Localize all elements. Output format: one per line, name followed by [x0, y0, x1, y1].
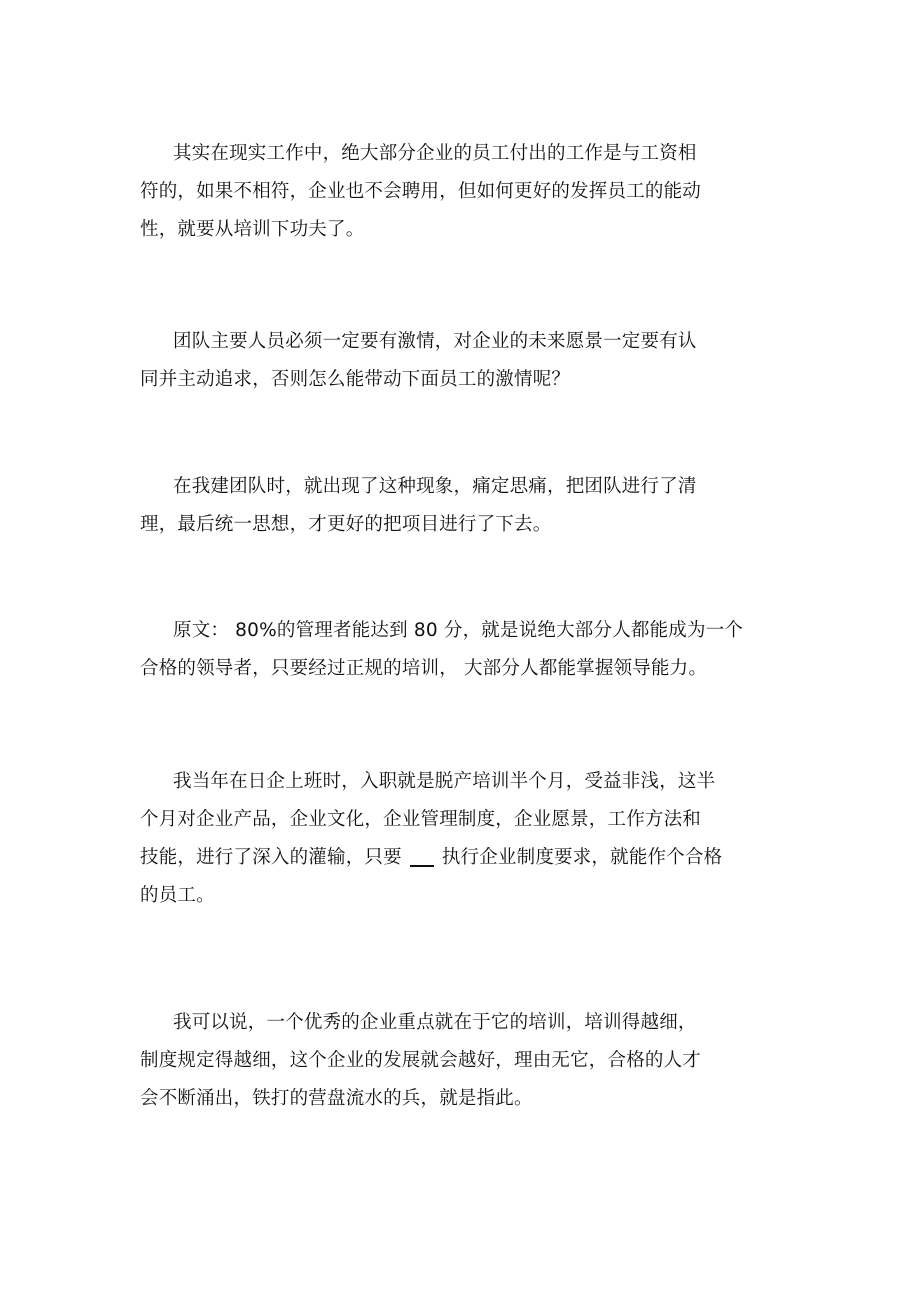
paragraph-line: 其实在现实工作中，绝大部分企业的员工付出的工作是与工资相	[173, 143, 697, 164]
paragraph-3	[140, 468, 780, 544]
paragraph-line: 的员工。	[140, 885, 215, 906]
paragraph-line: 理，最后统一思想，才更好的把项目进行了下去。	[140, 514, 552, 535]
paragraph-line: 性，就要从培训下功夫了。	[140, 219, 365, 240]
paragraph-5	[140, 763, 780, 915]
paragraph-line: 会不断涌出，铁打的营盘流水的兵，就是指此。	[140, 1088, 533, 1109]
paragraph-line: 合格的领导者，只要经过正规的培训， 大部分人都能掌握领导能力。	[140, 658, 708, 679]
line-segment: 执行企业制度要求，就能作个合格	[441, 847, 723, 868]
paragraph-line: 原文： 80%的管理者能达到 80 分，就是说绝大部分人都能成为一个	[173, 620, 744, 641]
paragraph-4	[140, 612, 780, 688]
paragraph-2	[140, 323, 780, 399]
paragraph-line: 在我建团队时，就出现了这种现象，痛定思痛，把团队进行了清	[173, 476, 697, 497]
paragraph-1	[140, 135, 780, 249]
paragraph-line: 制度规定得越细，这个企业的发展就会越好，理由无它，合格的人才	[140, 1050, 702, 1071]
paragraph-line: 我可以说，一个优秀的企业重点就在于它的培训，培训得越细，	[173, 1012, 697, 1033]
paragraph-line: 符的，如果不相符，企业也不会聘用，但如何更好的发挥员工的能动	[140, 181, 702, 202]
paragraph-6	[140, 1004, 780, 1118]
paragraph-line: 我当年在日企上班时，入职就是脱产培训半个月，受益非浅，这半	[173, 771, 716, 792]
paragraph-line: 同并主动追求，否则怎么能带动下面员工的激情呢？	[140, 369, 571, 390]
fill-in-blank	[410, 865, 434, 867]
line-segment: 技能，进行了深入的灌输，只要	[140, 847, 402, 868]
paragraph-line: 团队主要人员必须一定要有激情，对企业的未来愿景一定要有认	[173, 331, 697, 352]
paragraph-line: 个月对企业产品，企业文化，企业管理制度，企业愿景，工作方法和	[140, 809, 702, 830]
paragraph-line-with-blank	[140, 839, 780, 877]
